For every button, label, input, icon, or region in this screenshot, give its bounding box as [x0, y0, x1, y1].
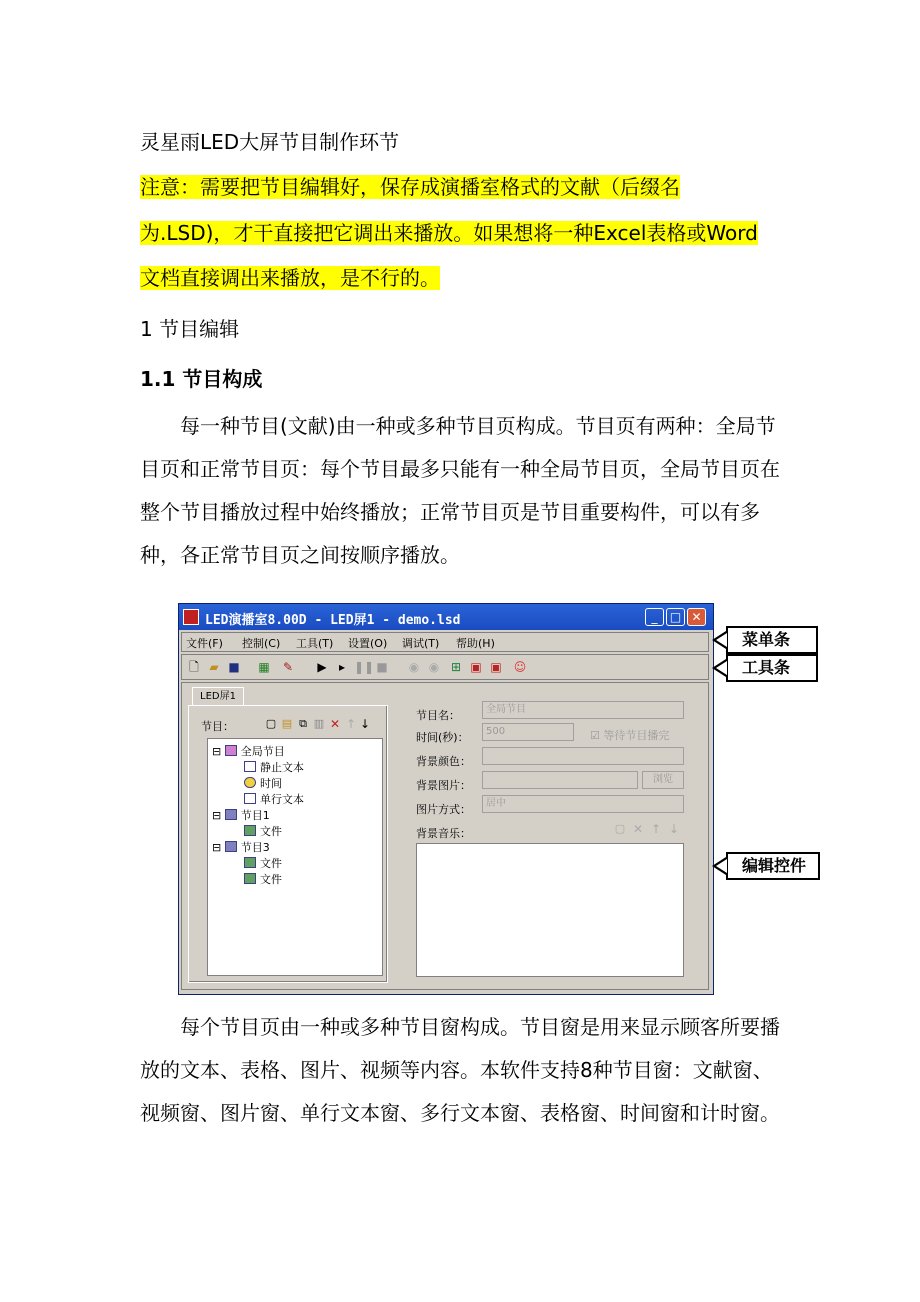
music-up-icon[interactable]: ↑: [650, 822, 662, 836]
menu-control[interactable]: 控制(C): [242, 637, 281, 650]
menu-settings[interactable]: 设置(O): [348, 637, 388, 650]
time-field[interactable]: 500: [482, 723, 574, 741]
new-file-icon[interactable]: 🗋: [189, 660, 199, 674]
note-highlight-2: 为.LSD)，才干直接把它调出来播放。如果想将一种Excel表格或Word: [140, 221, 758, 245]
add-window-icon[interactable]: ▤: [281, 717, 293, 730]
bgimage-label: 背景图片：: [416, 779, 471, 792]
tree-node-program-1[interactable]: ⊟ 节目1: [212, 809, 270, 822]
menu-file[interactable]: 文件(F): [186, 637, 223, 650]
tree-node-single-line-text[interactable]: 单行文本: [244, 791, 304, 807]
name-field[interactable]: 全局节目: [482, 701, 684, 719]
remove-music-icon[interactable]: ✕: [632, 822, 644, 836]
pause-icon[interactable]: ❚❚: [354, 660, 375, 674]
bgcolor-label: 背景颜色：: [416, 755, 471, 768]
music-down-icon[interactable]: ↓: [668, 822, 680, 836]
edit-icon[interactable]: ✎: [282, 660, 294, 674]
play-icon[interactable]: ▶: [317, 660, 327, 674]
save-icon[interactable]: ■: [228, 660, 240, 674]
add-program-icon[interactable]: ▢: [265, 717, 277, 730]
music-list[interactable]: [416, 843, 684, 977]
file-window-icon: [244, 825, 256, 836]
bgimage-field[interactable]: [482, 771, 638, 789]
section-heading-1-1: 1.1 节目构成: [140, 367, 263, 391]
image-mode-select[interactable]: 居中: [482, 795, 684, 813]
tree-node-static-text[interactable]: 静止文本: [244, 759, 304, 775]
content-area: [181, 682, 709, 990]
play-step-icon[interactable]: ▸: [338, 660, 346, 674]
browse-button[interactable]: 浏览: [642, 771, 684, 789]
note-highlight-1: 注意：需要把节目编辑好，保存成演播室格式的文献（后缀名: [140, 175, 680, 199]
paragraph-1: 每一种节目(文献)由一种或多种节目页构成。节目页有两种：全局节目页和正常节目页：每个节目最多只能有一种全局节目页，全局节目页在整个节目播放过程中始终播放；正常节目页是节目重要构件，可以有多种，各正常节目页之间按顺序播放。: [140, 414, 780, 567]
text-line-icon: [244, 793, 256, 804]
close-icon[interactable]: ✕: [687, 608, 706, 626]
music-label: 背景音乐：: [416, 827, 471, 840]
open-folder-icon[interactable]: ▰: [209, 660, 219, 674]
smiley-icon[interactable]: ☺: [513, 660, 527, 674]
app-icon: [183, 609, 199, 625]
tab-led-screen[interactable]: LED屏1: [192, 687, 244, 706]
time-label: 时间(秒)：: [416, 731, 469, 744]
tree-node-file-2[interactable]: 文件: [244, 855, 282, 871]
maximize-icon[interactable]: □: [666, 608, 685, 626]
copy-icon[interactable]: ⧉: [299, 717, 307, 730]
tree-label: 节目：: [201, 720, 234, 733]
send-icon[interactable]: ▣: [470, 660, 482, 674]
window-title: LED演播室8.00D - LED屏1 - demo.lsd: [205, 613, 461, 628]
properties-panel: [402, 687, 702, 981]
note-line-1: [140, 172, 680, 202]
name-label: 节目名：: [416, 709, 460, 722]
program-tree: [207, 738, 383, 976]
tree-node-time[interactable]: 时间: [244, 775, 282, 791]
doc-title: 灵星雨LED大屏节目制作环节: [140, 130, 400, 154]
program-panel: [188, 705, 388, 983]
section-heading-1: 1 节目编辑: [140, 317, 240, 341]
toolbar: [181, 654, 709, 680]
disabled-tool-icon[interactable]: ◉: [408, 660, 420, 674]
window-titlebar: [179, 604, 713, 630]
text-window-icon: [244, 761, 256, 772]
delete-icon[interactable]: ✕: [329, 717, 341, 731]
paragraph-2: 每个节目页由一种或多种节目窗构成。节目窗是用来显示顾客所要播放的文本、表格、图片、视频等内容。本软件支持8种节目窗：文献窗、视频窗、图片窗、单行文本窗、多行文本窗、表格窗、时间窗和计时窗。: [140, 1015, 780, 1125]
move-up-icon[interactable]: ↑: [345, 717, 357, 731]
paste-icon[interactable]: ▥: [313, 717, 325, 730]
menu-debug[interactable]: 调试(T): [402, 637, 440, 650]
minimize-icon[interactable]: _: [645, 608, 664, 626]
menu-help[interactable]: 帮助(H): [456, 637, 495, 650]
menu-tools[interactable]: 工具(T): [296, 637, 334, 650]
menubar: [181, 632, 709, 652]
program-icon: [225, 745, 237, 756]
tree-node-file-1[interactable]: 文件: [244, 823, 282, 839]
note-line-2: [140, 218, 758, 248]
callout-toolbar: 工具条: [726, 654, 818, 682]
app-window-screenshot: [178, 603, 714, 995]
tree-node-global[interactable]: ⊟ 全局节目: [212, 745, 285, 758]
file-window-icon: [244, 873, 256, 884]
disabled-tool-icon-2[interactable]: ◉: [428, 660, 440, 674]
stop-icon[interactable]: ■: [376, 660, 388, 674]
receive-icon[interactable]: ▣: [490, 660, 502, 674]
image-mode-label: 图片方式：: [416, 803, 471, 816]
program-icon: [225, 809, 237, 820]
note-highlight-3: 文档直接调出来播放，是不行的。: [140, 266, 440, 290]
callout-edit: 编辑控件: [726, 852, 820, 880]
callout-menu: 菜单条: [726, 626, 818, 654]
network-icon[interactable]: ⊞: [450, 660, 462, 674]
add-music-icon[interactable]: ▢: [614, 822, 626, 835]
file-window-icon: [244, 857, 256, 868]
clock-icon: [244, 777, 256, 788]
bgcolor-select[interactable]: [482, 747, 684, 765]
wait-checkbox[interactable]: ☑ 等待节目播完: [590, 729, 670, 742]
program-icon: [225, 841, 237, 852]
tree-node-file-3[interactable]: 文件: [244, 871, 282, 887]
move-down-icon[interactable]: ↓: [359, 717, 371, 731]
tree-node-program-3[interactable]: ⊟ 节目3: [212, 841, 270, 854]
screen-icon[interactable]: ▦: [258, 660, 270, 674]
note-line-3: [140, 263, 440, 293]
